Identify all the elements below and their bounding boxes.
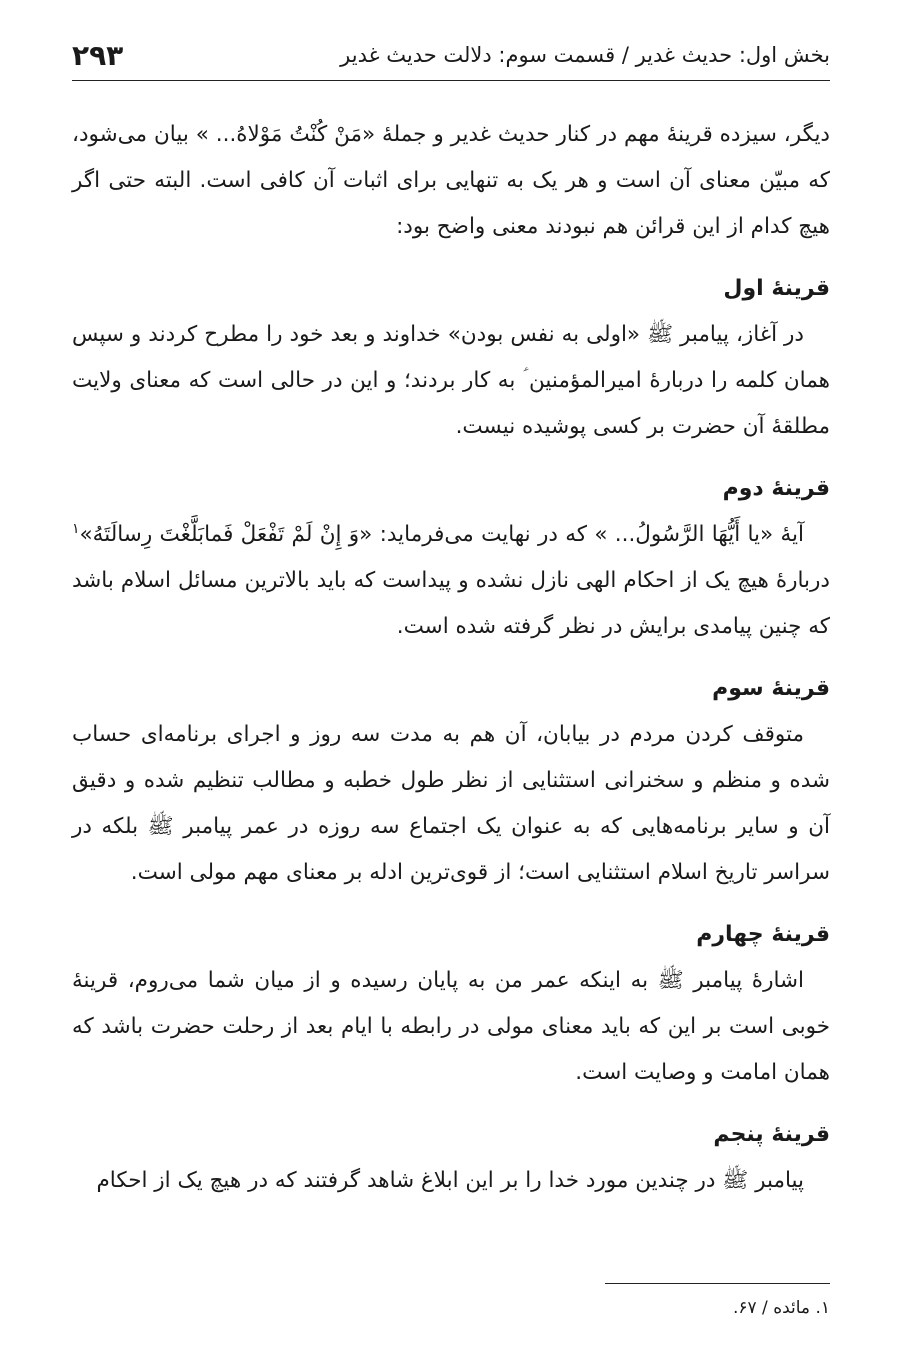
section-heading: قرینهٔ سوم [712,676,830,701]
section-text-part: آیهٔ «یا أَیُّهَا الرَّسُولُ... » که در نهایت می‌فرماید: «وَ إِنْ لَمْ تَفْعَلْ فَمابَلَّغْتَ رِسالَتَهُ» [79,522,804,547]
running-title: بخش اول: حدیث غدیر / قسمت سوم: دلالت حدیث غدیر [340,43,830,67]
section-text-part: دربارهٔ هیچ یک از احکام الهی نازل نشده و پیداست که باید بالاترین مسائل اسلام باشد که چنین پیامدی برایش در نظر گرفته شده است. [72,568,830,639]
footnote-reference: ۱ [72,520,80,537]
section-5 [72,1112,830,1204]
section-text [72,512,830,650]
section-text: در آغاز، پیامبر ﷺ «اولی به نفس بودن» خداوند و بعد خود را مطرح کردند و سپس همان کلمه را دربارهٔ امیرالمؤمنین ؑ به کار بردند؛ و این در حالی است که معنای ولایت مطلقهٔ آن حضرت بر کسی پوشیده نیست. [72,322,830,439]
section-heading: قرینهٔ اول [723,276,830,301]
section-heading: قرینهٔ پنجم [713,1122,830,1147]
footnote-divider [605,1283,830,1284]
section-2 [72,466,830,650]
page-header [72,30,830,81]
section-3 [72,666,830,896]
section-heading: قرینهٔ چهارم [696,922,830,947]
section-heading: قرینهٔ دوم [722,476,830,501]
page-number: ۲۹۳ [72,38,124,72]
section-text: متوقف کردن مردم در بیابان، آن هم به مدت سه روز و اجرای برنامه‌ای حساب شده و منظم و سخنرانی استثنایی از نظر طول خطبه و مطالب تنظیم شده و دقیق آن و سایر برنامه‌هایی که به عنوان یک اجتماع سه روزه در عمر پیامبر ﷺ بلکه در سراسر تاریخ اسلام استثنایی است؛ از قوی‌ترین ادله بر معنای مهم مولی است. [72,722,830,885]
section-1 [72,266,830,450]
section-text: اشارهٔ پیامبر ﷺ به اینکه عمر من به پایان رسیده و از میان شما می‌روم، قرینهٔ خوبی است بر این که باید معنای مولی در رابطه با ایام بعد از رحلت حضرت باشد که همان امامت و وصایت است. [72,968,830,1085]
footnote: ۱. مائده / ۶۷. [732,1298,830,1318]
section-text: پیامبر ﷺ در چندین مورد خدا را بر این ابلاغ شاهد گرفتند که در هیچ یک از احکام [96,1168,804,1193]
section-4 [72,912,830,1096]
page-body [72,112,830,1204]
intro-paragraph: دیگر، سیزده قرینهٔ مهم در کنار حدیث غدیر و جملهٔ «مَنْ کُنْتُ مَوْلاهُ... » بیان می‌شود، که مبیّن معنای آن است و هر یک به تنهایی برای اثبات آن کافی است. البته حتی اگر هیچ کدام از این قرائن هم نبودند معنی واضح بود: [72,122,830,239]
